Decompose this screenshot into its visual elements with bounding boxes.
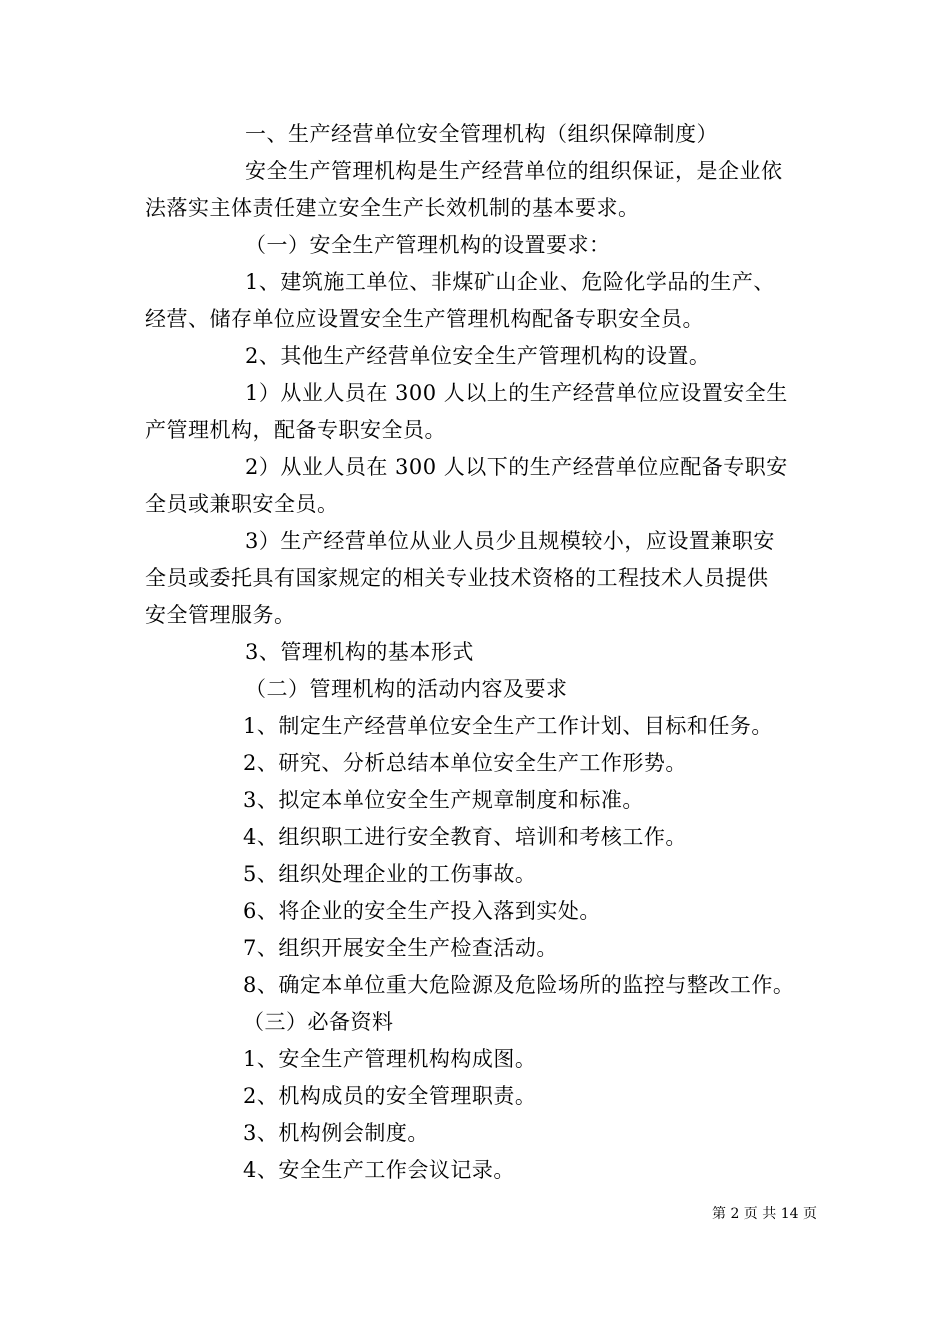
paragraph-line: 经营、储存单位应设置安全生产管理机构配备专职安全员。 bbox=[145, 307, 704, 331]
list-item: 1、安全生产管理机构构成图。 bbox=[243, 1047, 537, 1071]
paragraph-line: 安全管理服务。 bbox=[145, 603, 296, 627]
subsection-heading: （三）必备资料 bbox=[243, 1010, 394, 1034]
list-item: 8、确定本单位重大危险源及危险场所的监控与整改工作。 bbox=[243, 973, 795, 997]
section-heading: 一、生产经营单位安全管理机构（组织保障制度） bbox=[245, 122, 718, 146]
paragraph-line: 1）从业人员在 300 人以上的生产经营单位应设置安全生 bbox=[245, 381, 788, 405]
subsection-heading: （二）管理机构的活动内容及要求 bbox=[245, 677, 568, 701]
list-item: 7、组织开展安全生产检查活动。 bbox=[243, 936, 558, 960]
list-item: 2、机构成员的安全管理职责。 bbox=[243, 1084, 537, 1108]
page-number-footer: 第 2 页 共 14 页 bbox=[712, 1206, 817, 1222]
paragraph-line: 1、建筑施工单位、非煤矿山企业、危险化学品的生产、 bbox=[245, 270, 775, 294]
list-item: 4、组织职工进行安全教育、培训和考核工作。 bbox=[243, 825, 687, 849]
paragraph-line: 产管理机构，配备专职安全员。 bbox=[145, 418, 446, 442]
paragraph-line: 2、其他生产经营单位安全生产管理机构的设置。 bbox=[245, 344, 711, 368]
paragraph-line: 2）从业人员在 300 人以下的生产经营单位应配备专职安 bbox=[245, 455, 788, 479]
list-item: 1、制定生产经营单位安全生产工作计划、目标和任务。 bbox=[243, 714, 773, 738]
paragraph-line: 3、管理机构的基本形式 bbox=[245, 640, 474, 664]
paragraph-line: 安全生产管理机构是生产经营单位的组织保证，是企业依 bbox=[245, 159, 783, 183]
list-item: 5、组织处理企业的工伤事故。 bbox=[243, 862, 537, 886]
paragraph-line: 全员或委托具有国家规定的相关专业技术资格的工程技术人员提供 bbox=[145, 566, 769, 590]
subsection-heading: （一）安全生产管理机构的设置要求： bbox=[245, 233, 611, 257]
list-item: 2、研究、分析总结本单位安全生产工作形势。 bbox=[243, 751, 687, 775]
list-item: 3、拟定本单位安全生产规章制度和标准。 bbox=[243, 788, 644, 812]
paragraph-line: 全员或兼职安全员。 bbox=[145, 492, 339, 516]
list-item: 6、将企业的安全生产投入落到实处。 bbox=[243, 899, 601, 923]
paragraph-line: 3）生产经营单位从业人员少且规模较小，应设置兼职安 bbox=[245, 529, 775, 553]
list-item: 3、机构例会制度。 bbox=[243, 1121, 429, 1145]
list-item: 4、安全生产工作会议记录。 bbox=[243, 1158, 515, 1182]
paragraph-line: 法落实主体责任建立安全生产长效机制的基本要求。 bbox=[145, 196, 640, 220]
